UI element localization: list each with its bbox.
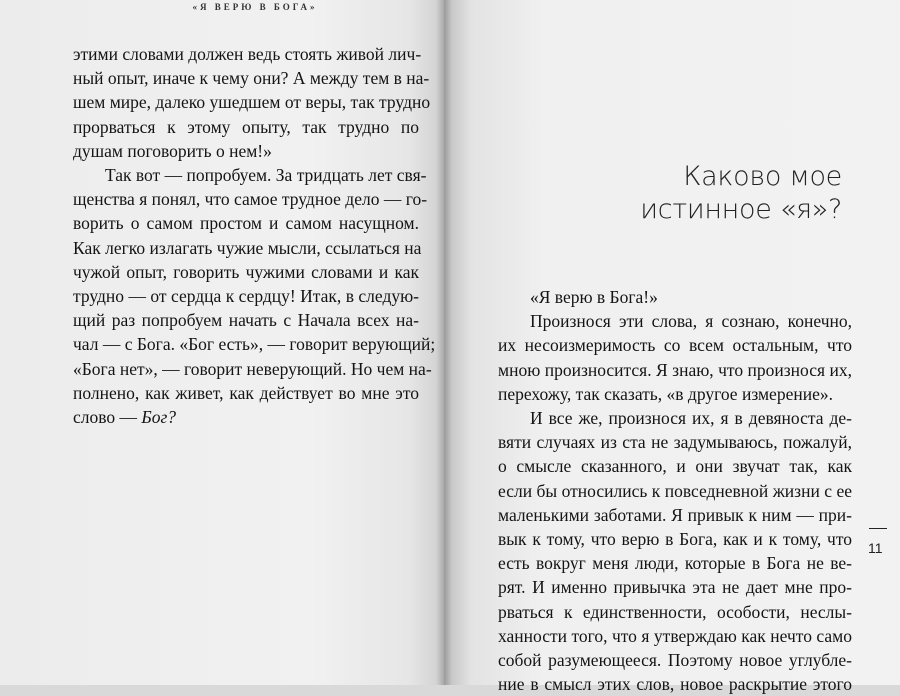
chapter-title <box>640 160 842 226</box>
left-body-text <box>73 42 436 429</box>
text-line: шем мире, далеко ушедшем от веры, так трудно <box>73 92 431 113</box>
text-line <box>73 405 419 429</box>
text-line: ханности того, что я утверждаю как нечто само <box>498 625 852 646</box>
text-line: душам поговорить о нем!» <box>73 140 272 161</box>
text-line: И все же, произнося их, я в девяноста де- <box>530 408 852 429</box>
emphasis-text: Бог? <box>141 407 177 428</box>
text-line: «Бога нет», — говорит неверующий. Но чем на- <box>73 358 432 379</box>
text-line: Произнося эти слова, я сознаю, конечно, <box>530 311 852 332</box>
text-line: ворить о самом простом и самом насущном. <box>73 213 419 234</box>
text-line: щий раз попробуем начать с Начала всех на- <box>73 310 419 331</box>
text-line: собой разумеющееся. Поэтому новое углубле- <box>498 650 852 671</box>
book-gutter <box>436 0 452 685</box>
text-line: ние в смысл этих слов, новое раскрытие этого <box>498 674 852 695</box>
text-line: рят. И именно привычка эта не дает мне про- <box>498 577 852 598</box>
text-line: Как легко излагать чужие мысли, ссылаться на <box>73 237 422 258</box>
text-line: прорваться к этому опыту, так трудно по <box>73 116 419 137</box>
show-through-text <box>58 392 73 634</box>
text-line: вяти случаях из ста не задумываюсь, пожалуй, <box>498 432 852 453</box>
running-head: «Я ВЕРЮ В БОГА» <box>192 2 318 12</box>
text-line: вык к тому, что верю в Бога, как и к тому, что <box>498 529 852 550</box>
left-page <box>0 0 444 685</box>
show-through-text <box>499 48 514 290</box>
text-line: мною произносится. Я знаю, что произнося их, <box>498 359 852 380</box>
page-number: 11 <box>868 540 883 556</box>
text-fragment: слово — <box>73 407 142 428</box>
text-line: полнено, как живет, как действует во мне это <box>73 382 419 403</box>
text-line: есть вокруг меня люди, которые в Бога не ве- <box>498 553 852 574</box>
text-line: Так вот — попробуем. За тридцать лет свя- <box>105 165 427 186</box>
text-line: чал — с Бога. «Бог есть», — говорит верующий; <box>73 334 436 355</box>
text-line: маленькими заботами. Я привык к ним — при- <box>498 504 852 525</box>
text-line: трудно — от сердца к сердцу! Итак, в следую- <box>73 286 419 307</box>
text-line: если бы относились к повседневной жизни с ее <box>498 480 852 501</box>
text-line: перехожу, так сказать, «в другое измерение». <box>498 383 833 404</box>
text-line: ный опыт, иначе к чему они? А между тем в на- <box>73 68 430 89</box>
chapter-title-line: истинное «я»? <box>640 194 842 225</box>
page-number-rule <box>869 528 887 529</box>
text-line: этими словами должен ведь стоять живой лич- <box>73 44 422 64</box>
chapter-title-line: Каково мое <box>683 161 842 192</box>
text-line: их несоизмеримость со всем остальным, что <box>498 335 852 356</box>
text-line: о смысле сказанного, и они звучат так, как <box>498 456 852 477</box>
text-line: «Я верю в Бога!» <box>530 287 658 307</box>
text-line: чужой опыт, говорить чужими словами и как <box>73 261 419 282</box>
right-body-text <box>498 285 852 696</box>
text-line: щенства я понял, что самое трудное дело — го- <box>73 189 428 210</box>
text-line: рваться к единственности, особости, неслы- <box>498 601 852 622</box>
